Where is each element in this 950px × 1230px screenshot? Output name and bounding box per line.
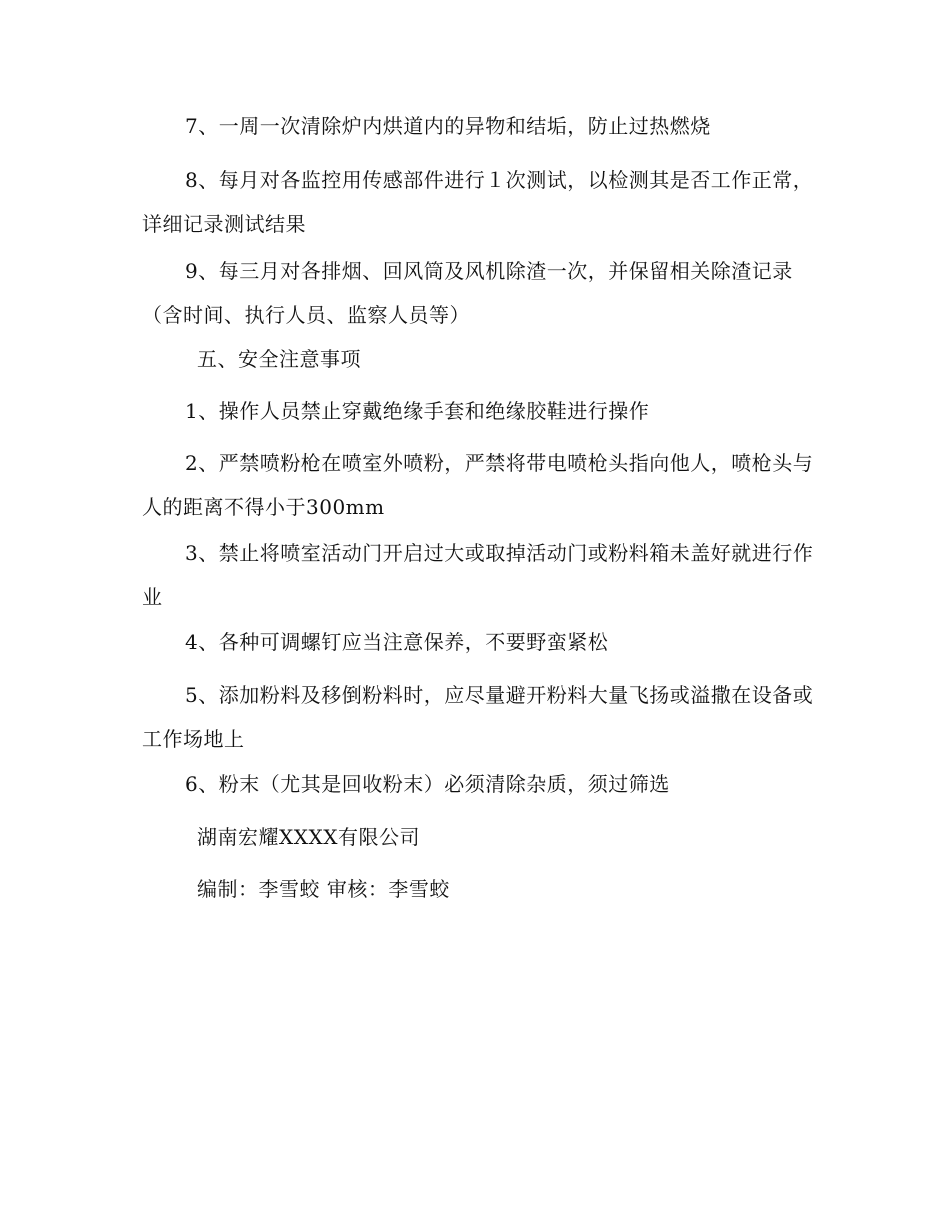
signoff-line: 编制：李雪蛟 审核：李雪蛟: [197, 877, 450, 901]
company-name: 湖南宏耀XXXX有限公司: [197, 825, 420, 849]
safety-item-1: 1、操作人员禁止穿戴绝缘手套和绝缘胶鞋进行操作: [185, 399, 650, 423]
safety-item-4: 4、各种可调螺钉应当注意保养，不要野蛮紧松: [185, 630, 609, 654]
maintenance-item-9: 9、每三月对各排烟、回风筒及风机除渣一次，并保留相关除渣记录（含时间、执行人员、监察人员等）: [142, 259, 793, 327]
maintenance-item-7: 7、一周一次清除炉内烘道内的异物和结垢，防止过热燃烧: [185, 114, 711, 138]
maintenance-item-8: 8、每月对各监控用传感部件进行１次测试，以检测其是否工作正常，详细记录测试结果: [142, 168, 814, 236]
safety-item-3: 3、禁止将喷室活动门开启过大或取掉活动门或粉料箱未盖好就进行作业: [142, 541, 814, 609]
safety-item-2: 2、严禁喷粉枪在喷室外喷粉，严禁将带电喷枪头指向他人，喷枪头与人的距离不得小于300mm: [142, 451, 814, 519]
safety-item-6: 6、粉末（尤其是回收粉末）必须清除杂质，须过筛选: [185, 772, 670, 796]
safety-item-5: 5、添加粉料及移倒粉料时，应尽量避开粉料大量飞扬或溢撒在设备或工作场地上: [142, 683, 814, 751]
section-heading-safety: 五、安全注意事项: [197, 347, 361, 371]
